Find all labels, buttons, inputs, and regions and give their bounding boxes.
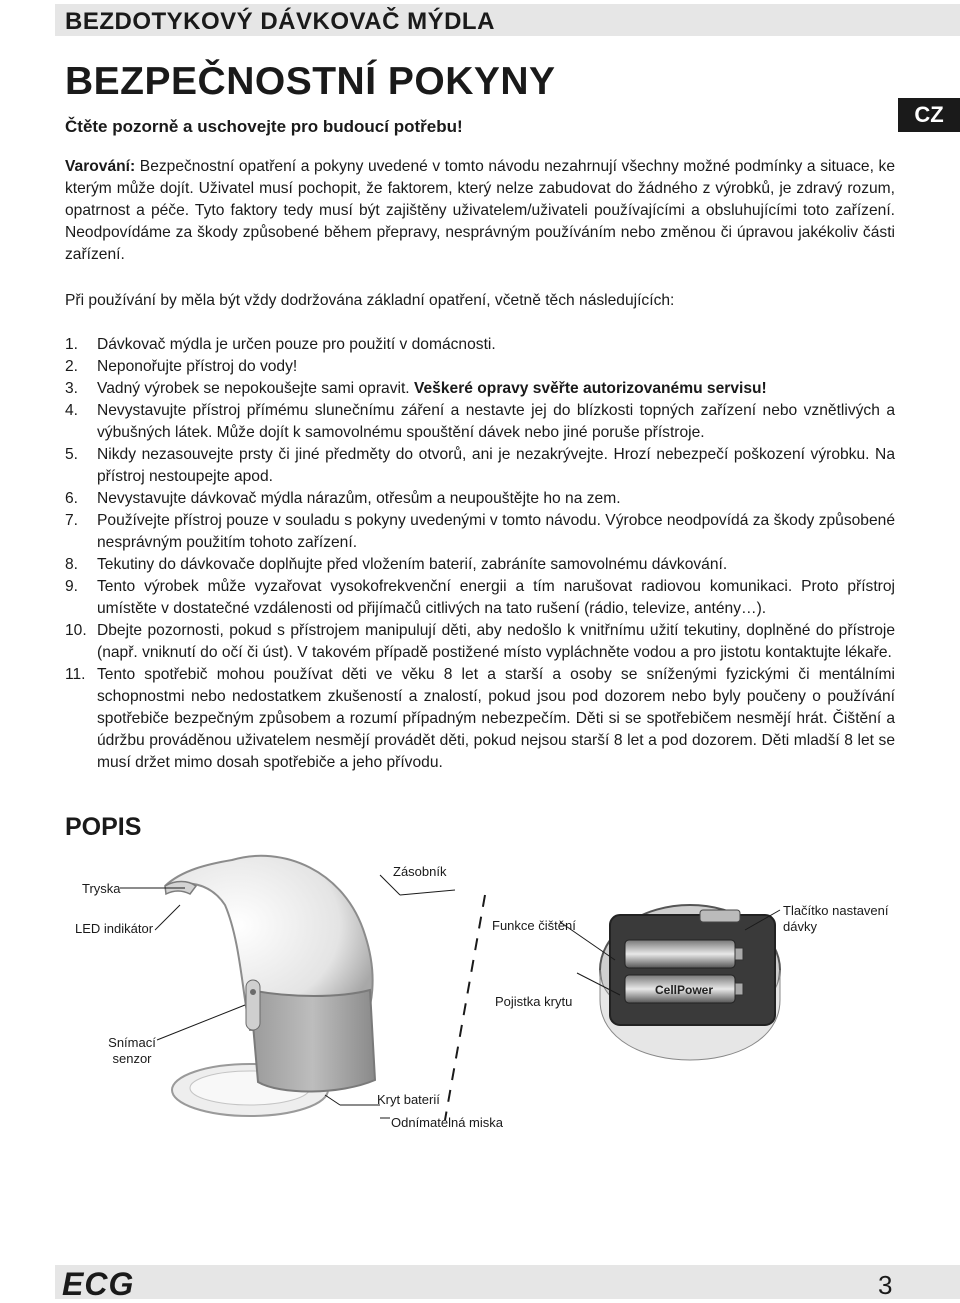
list-item-number: 4. — [65, 402, 79, 419]
warning-text: Bezpečnostní opatření a pokyny uvedené v tomto návodu nezahrnují všechny možné podmínky a situace, ke kterým může dojít. Uživatel musí pochopit, že faktorem, který nelze zabudovat do žádného z výrobků, je zdravý rozum, opatrnost a péče. Tyto faktory tedy musí být zajištěny uživatelem/uživateli používajícími a obsluhujícími toto zařízení. Neodpovídáme za škody způsobené během přepravy, nesprávným používáním nebo změnou či úpravou jakékoliv části zařízení. — [65, 158, 895, 263]
header-title: BEZDOTYKOVÝ DÁVKOVAČ MÝDLA — [65, 8, 495, 35]
battery-compartment — [610, 915, 775, 1025]
list-item-text — [97, 334, 895, 356]
dispenser-base — [250, 990, 375, 1092]
header-bar — [55, 4, 960, 36]
intro-paragraph: Při používání by měla být vždy dodržována základní opatření, včetně těch následujících: — [65, 292, 675, 309]
list-item-emphasis: Veškeré opravy svěřte autorizovanému servisu! — [413, 380, 767, 397]
label-tlacitko: Tlačítko nastavení dávky — [783, 903, 889, 934]
list-item — [65, 400, 895, 444]
list-item-body: Používejte přístroj pouze v souladu s pokyny uvedenými v tomto návodu. Výrobce neodpovídá za škody způsobené nesprávným použitím tohoto zařízení. — [97, 512, 895, 551]
label-zasobnik: Zásobník — [393, 864, 447, 879]
list-item-body: Neponořujte přístroj do vody! — [97, 358, 298, 375]
section-title: BEZPEČNOSTNÍ POKYNY — [65, 60, 556, 103]
label-led: LED indikátor — [75, 921, 154, 936]
label-kryt: Kryt baterií — [377, 1092, 440, 1107]
list-item — [65, 554, 895, 576]
list-item-number: 8. — [65, 556, 79, 573]
list-item-text — [97, 444, 895, 488]
list-item-body: Nevystavujte přístroj přímému slunečnímu záření a nestavte jej do blízkosti topných zařízení nebo vznětlivých a výbušných látek. Může dojít k samovolnému spouštění dávek nebo jiné poruše přístroje. — [97, 402, 895, 441]
product-figure — [0, 850, 960, 1150]
label-snimaci: Snímací senzor — [108, 1035, 156, 1066]
list-item-text — [97, 576, 895, 620]
list-item-body: Tento spotřebič mohou používat děti ve věku 8 let a starší a osoby se sníženými fyzickými či mentálními schopnostmi nebo nedostatkem zkušeností a znalostí, pokud jsou pod dozorem nebo byly poučeny o používání spotřebiče bezpečným způsobem a rozumí případným nebezpečím. Děti si se spotřebičem nesmějí hrát. Čištění a údržbu prováděnou uživatelem nesmějí provádět děti, pokud nejsou starší 8 let a pod dozorem. Děti mladší 8 let se musí držet mimo dosah spotřebiče a jeho přívodu. — [97, 666, 895, 771]
list-item-number: 10. — [65, 622, 87, 639]
list-item-text — [97, 378, 895, 400]
label-miska: Odnímatelná miska — [391, 1115, 503, 1130]
list-item-number: 9. — [65, 578, 79, 595]
label-funkce: Funkce čištění — [492, 918, 576, 933]
list-item — [65, 620, 895, 664]
list-item-body: Vadný výrobek se nepokoušejte sami opravit. — [97, 380, 414, 397]
language-tab: CZ — [898, 98, 960, 132]
list-item — [65, 576, 895, 620]
list-item-number: 5. — [65, 446, 79, 463]
list-item — [65, 378, 895, 400]
list-item-body: Tekutiny do dávkovače doplňujte před vložením baterií, zabráníte samovolnému dávkování. — [97, 556, 728, 573]
list-item-text — [97, 510, 895, 554]
list-item-text — [97, 356, 895, 378]
list-item — [65, 510, 895, 554]
page-number: 3 — [878, 1270, 893, 1300]
list-item-body: Dbejte pozornosti, pokud s přístrojem manipulují děti, aby nedošlo k vnitřnímu užití tekutiny, doplněné do přístroje (např. vniknutí do očí či úst). V takovém případě postižené místo vypláchněte vodou a pro jistotu kontaktujte lékaře. — [97, 622, 895, 661]
subtitle: Čtěte pozorně a uschovejte pro budoucí potřebu! — [65, 117, 463, 136]
list-item-number: 11. — [65, 666, 86, 683]
list-item — [65, 488, 895, 510]
list-item-text — [97, 620, 895, 664]
list-item-text — [97, 488, 895, 510]
list-item-text — [97, 400, 895, 444]
sensor — [246, 980, 260, 1030]
warning-paragraph — [65, 156, 895, 266]
list-item-body: Nikdy nezasouvejte prsty či jiné předměty do otvorů, ani je nezakrývejte. Hrozí nebezpečí poškození výrobku. Na přístroj nestoupejte apod. — [97, 446, 895, 485]
list-item — [65, 334, 895, 356]
list-item-number: 6. — [65, 490, 79, 507]
list-item-number: 1. — [65, 336, 79, 353]
dashed-connector — [445, 895, 485, 1120]
list-item-text — [97, 664, 895, 774]
list-item-body: Tento výrobek může vyzařovat vysokofrekvenční energii a tím narušovat radiovou komunikaci. Proto přístroj umístěte v dostatečné vzdálenosti od přijímačů citlivých na tato rušení (rádio, televize, antény…). — [97, 578, 895, 617]
battery-1 — [625, 940, 743, 968]
list-item-body: Dávkovač mýdla je určen pouze pro použití v domácnosti. — [97, 336, 496, 353]
list-item-number: 3. — [65, 380, 79, 397]
list-item-number: 2. — [65, 358, 79, 375]
battery-2 — [625, 975, 743, 1003]
list-item — [65, 356, 895, 378]
safety-list — [65, 334, 895, 774]
list-item-text — [97, 554, 895, 576]
list-item — [65, 444, 895, 488]
label-pojistka: Pojistka krytu — [495, 994, 573, 1009]
clip — [700, 910, 740, 922]
list-item-body: Nevystavujte dávkovač mýdla nárazům, otřesům a neupouštějte ho na zem. — [97, 490, 621, 507]
label-tryska: Tryska — [82, 881, 121, 896]
popis-title: POPIS — [65, 813, 142, 841]
ecg-logo: ECG — [62, 1266, 135, 1302]
warning-label: Varování: — [65, 158, 136, 175]
list-item — [65, 664, 895, 774]
list-item-number: 7. — [65, 512, 79, 529]
battery-brand-label: CellPower — [655, 983, 714, 997]
led-dot — [250, 989, 256, 995]
footer-bar — [55, 1265, 960, 1299]
